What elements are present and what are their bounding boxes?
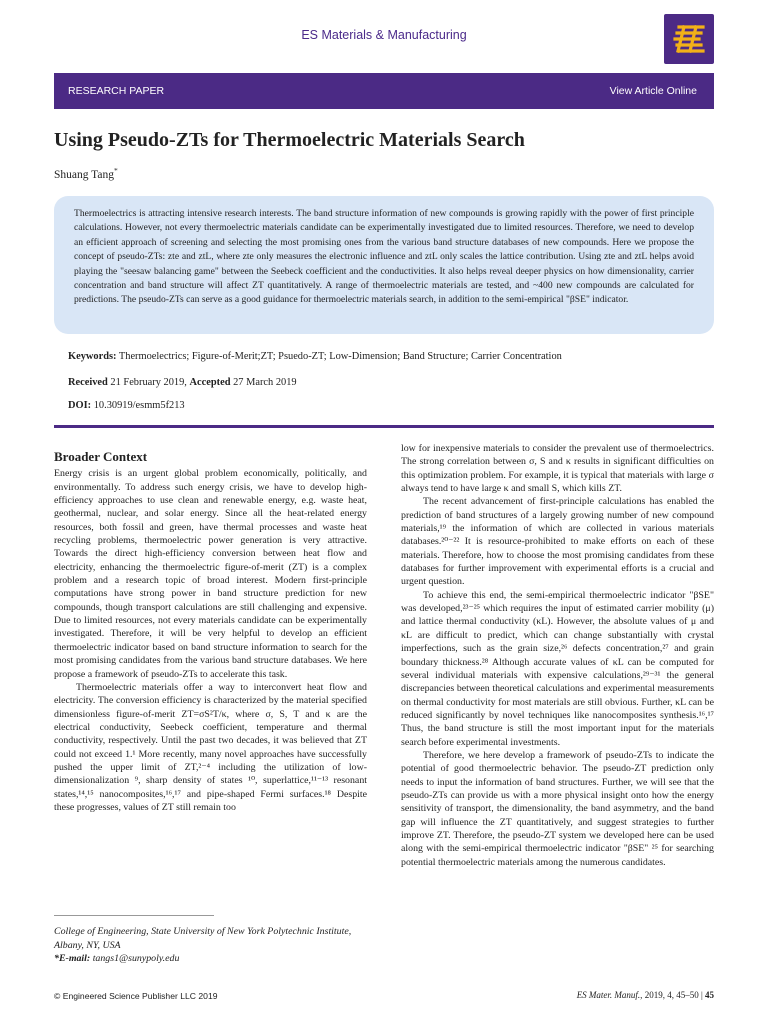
footnote-divider xyxy=(54,915,214,916)
abstract-box xyxy=(54,196,714,334)
journal-logo-icon xyxy=(670,24,708,54)
keywords-line xyxy=(68,351,562,362)
right-paragraph-3: To achieve this end, the semi-empirical thermoelectric indicator "βSE" was developed,²³⁻²⁵ which requires the input of estimated carrier mobility (μ) and lattice thermal conductivity (κL). However, the absolute values of μ and κL are difficult to predict, which can change substantially with crystal imperfections, such as the grain size,²⁶ defects concentration,²⁷ and grain boundary thickness.²⁸ Although accurate values of κL can be computed for several individual materials with expensive calculations,²⁹⁻³¹ the general discrepancies between theoretical calculations and experimental measurements on thermal conductivity for most materials are still obvious. Further, κL can be reduced significantly by novel techniques like nanocomposites synthesis.¹⁶,¹⁷ Thus, the band structure is still the most important input for the materials search before experimental investments. xyxy=(401,589,714,748)
email-label: *E-mail: xyxy=(54,953,91,964)
keywords-text: Thermoelectrics; Figure-of-Merit;ZT; Psuedo-ZT; Low-Dimension; Band Structure; Carrier Concentration xyxy=(118,351,562,362)
citation: 2019, 4, 45–50 | xyxy=(644,990,703,1000)
accepted-label: Accepted xyxy=(189,377,231,388)
article-type-banner xyxy=(54,73,714,109)
doi-label: DOI: xyxy=(68,400,92,411)
view-article-online-link[interactable]: View Article Online xyxy=(609,85,697,97)
email-link[interactable]: tangs1@sunypoly.edu xyxy=(92,953,180,964)
keywords-label: Keywords: xyxy=(68,351,117,362)
page-number: 45 xyxy=(705,990,714,1000)
received-label: Received xyxy=(68,377,108,388)
citation-footer xyxy=(577,990,714,1000)
right-paragraph-4: Therefore, we here develop a framework of pseudo-ZTs to indicate the potential of good thermoelectric behavior. The pseudo-ZT prediction only needs to input the information of band structures. Further, we will see that the pseudo-ZTs can provide us with a more physical insight onto how the energy sensitivity of transport, the dimensionality, the band asymmetry, and the band gap will influence the ZT quantitatively, and suggest strategies to further improve ZT. Therefore, the pseudo-ZT system we developed here can be used along with the semi-empirical thermoelectric indicator "βSE" ²⁵ for searching potential thermoelectric materials among the numerous candidates. xyxy=(401,749,714,868)
accepted-date: 27 March 2019 xyxy=(233,377,297,388)
received-date: 21 February 2019, xyxy=(110,377,187,388)
article-title: Using Pseudo-ZTs for Thermoelectric Materials Search xyxy=(54,129,525,151)
left-paragraph-2: Thermoelectric materials offer a way to interconvert heat flow and electricity. The conversion efficiency is characterized by the material specified dimensionless figure-of-merit ZT=σS²T/κ, where σ, S, T and κ are the electrical conductivity, Seebeck coefficient, temperature and thermal conductivity, respectively. Until the past two decades, it was believed that ZT could not exceed 1.¹ More recently, many novel approaches have successfully pushed the upper limit of ZT,²⁻⁴ including the utilization of low-dimensionalization ⁹, sharp density of states ¹⁰, superlattice,¹¹⁻¹³ resonant states,¹⁴,¹⁵ nanocomposites,¹⁶,¹⁷ and pipe-shaped Fermi surfaces.¹⁸ Despite these progresses, values of ZT still remain too xyxy=(54,681,367,813)
email-line xyxy=(54,952,367,966)
dates-line xyxy=(68,377,297,388)
author-line xyxy=(54,166,118,181)
section-heading: Broader Context xyxy=(54,449,148,464)
affiliation xyxy=(54,925,367,966)
journal-logo xyxy=(664,14,714,64)
author-name: Shuang Tang xyxy=(54,168,114,181)
right-column xyxy=(401,442,714,869)
right-paragraph-1: low for inexpensive materials to consider the prevalent use of thermoelectrics. The strong correlation between σ, S and κ results in significant difficulties on this optimization problem. For example, it is typical that materials with large σ always tend to have large κ and small S, which kills ZT. xyxy=(401,443,714,495)
copyright: © Engineered Science Publisher LLC 2019 xyxy=(54,991,218,1001)
journal-name: ES Materials & Manufacturing xyxy=(301,28,467,42)
abstract-text: Thermoelectrics is attracting intensive research interests. The band structure information of new compounds is growing rapidly with the power of first principle calculations. However, not every thermoelectric materials candidate can be experimentally investigated due to limited resources. Therefore, we need to develop an efficient approach of screening and selecting the most promising ones from the various band structure databases of new compounds. Here we propose the concept of pseudo-ZTs: zte and ztL, where zte only measures the electronic influence and ztL only scales the lattice contribution. Using zte and ztL helps avoid playing the "seesaw balancing game" between the Seebeck coefficient and the conductivities. It also helps reveal deeper physics on how dimensionality, carrier concentration and band structure will affect ZT quantitatively. A range of thermoelectric materials are tested, and ~400 new compounds are calculated for predictions. The pseudo-ZTs can serve as a good guidance for thermoelectric materials search, in addition to the semi-empirical "βSE" indicator. xyxy=(74,208,694,306)
journal-abbrev: ES Mater. Manuf., xyxy=(576,990,643,1000)
author-mark: * xyxy=(114,166,118,175)
section-divider xyxy=(54,425,714,428)
right-paragraph-2: The recent advancement of first-principle calculations has enabled the prediction of band structures of a largely growing number of new compound materials,¹⁹ the information of which are collected in various materials databases.²⁰⁻²² It is resource-prohibited to make efforts on each of these materials. Therefore, how to choose the most promising candidates from these databases for further improvement with experimental efforts is a crucial and urgent question. xyxy=(401,496,714,588)
doi-link[interactable]: 10.30919/esmm5f213 xyxy=(93,400,185,411)
left-column xyxy=(54,442,367,814)
article-type-label: RESEARCH PAPER xyxy=(68,85,165,97)
left-paragraph-1: Energy crisis is an urgent global problem economically, politically, and environmentally. To address such energy crisis, we have to develop high-efficiency approaches to use clean and renewable energy, e.g. waste heat, geothermal, nuclear, and solar energy. Since all the heat-related energy resources, both fossil and green, have thermal processes and waste heat recycling problems, thermoelectric power generation is very attractive. Towards the direct high-efficiency conversion between heat flow and electricity, enhancing the thermoelectric figure-of-merit (ZT) is a complex problem and a research topic of broad interest. Modern first-principle computations have strong power in band structure prediction for new compounds, though transport calculations are still challenging and expensive. Due to limited resources, not every materials candidate can be experimentally investigated. Therefore, it will be very helpful to develop an efficient thermoelectric indicator based on band structure information to search for the most promising candidates from the various band structure databases. We here propose a framework of pseudo-ZTs to accelerate this task. xyxy=(54,468,367,680)
doi-line xyxy=(68,400,185,411)
affiliation-text: College of Engineering, State University of New York Polytechnic Institute, Albany, NY, USA xyxy=(54,926,352,951)
